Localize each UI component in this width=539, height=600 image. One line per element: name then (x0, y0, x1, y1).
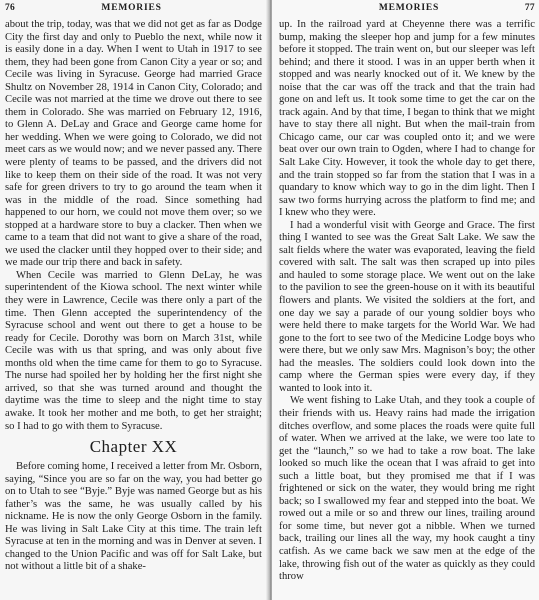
right-paragraph-2: I had a wonderful visit with George and Grace. The first thing I wanted to see was the Great Salt Lake. We saw the salt fields where the water was evaporated, leaving the field covered with salt. The salt was then scraped up into piles and hauled to some storage place. We went out on the lake to the pavilion to see the green-house on it with its beautiful flowers and plants. We visited the soldiers at the fort, and one day we say a parade of our young soldier boys who were held there to make targets for the World War. We had gone to the fort to see two of the Medicine Lodge boys who were there, but we only saw Mrs. Magnison’s boy; the other had the measles. The soldiers could look down into the camp where the German spies were every day, if they wanted to look into it. (279, 219, 535, 394)
right-body-text (279, 19, 535, 584)
right-running-head (279, 3, 535, 15)
right-running-title: MEMORIES (378, 3, 440, 13)
left-page (0, 0, 268, 600)
left-page-number: 76 (5, 3, 16, 13)
left-paragraph-3: Before coming home, I received a letter from Mr. Osborn, saying, “Since you are so far on the way, you had better go on to Utah to see “Byje.” Byje was named George but as his father’s was the same, he was usually called by his nickname. He is now the only George Osborn in the family. He was living in Salt Lake City at this time. The train left Syracuse at ten in the morning and was in Denver at seven. I changed to the Union Pacific and was off for Salt Lake, but not without a little bit of a shake- (5, 461, 262, 573)
left-running-title: MEMORIES (101, 3, 162, 13)
right-paragraph-3: We went fishing to Lake Utah, and they took a couple of their friends with us. Heavy rains had made the irrigation ditches overflow, and some places the roads were quite full of water. When we arrived at the lake, we were too late to get the “launch,” so we had to take a row boat. The lake looked so much like the ocean that I was afraid to get into such a little boat, but they promised me that if I was frightened or sick on the water, they would bring me right back; so I swallowed my fear and stepped into the boat. We rowed out a mile or so and threw our lines, trailing around for some time, but never got a nibble. When we turned back, trailing our lines all the way, my hook caught a tiny catfish. As we came back we saw men at the edge of the lake, throwing fish out of the water as quickly as they could throw (279, 395, 535, 583)
chapter-heading: Chapter XX (89, 437, 178, 457)
left-paragraph-1: about the trip, today, was that we did not get as far as Dodge City the first day and only to Pueblo the next, while now it is easily done in a day. When I went to Utah in 1917 to see them, they had been gone from Canon City a year or so; and Cecile was living in Syracuse. George had married Grace Shultz on November 28, 1914 in Canon City, Colorado; and Cecile was not married at the time we drove out there to see them in Colorado. She was married on February 12, 1916, to Glenn A. DeLay and Grace and George came home for her wedding. When we were going to Colorado, we did not meet cars as we would now; and we never passed any. There were plenty of teams to be passed, and the drivers did not like to keep them on their side of the road. It was not very safe for green drivers to try to go around the team when it was in the middle of the road. Since something had happened to our horn, we could not move them over; so we stopped at a hardware store to buy a clacker. Then when we came to a team that did not want to give a share of the road, we used the clacker until they hopped over to their side; and we made our trip there and back in safety. (5, 19, 262, 269)
left-running-head (5, 3, 262, 15)
right-page (272, 0, 539, 600)
left-paragraph-2: When Cecile was married to Glenn DeLay, he was superintendent of the Kiowa school. The next winter while they were in Lawrence, Cecile was there only a part of the time. Then Glenn accepted the superintendency of the Syracuse school and went out there to get a house to be ready for Cecile. Dorothy was born on March 31st, while Cecile was with us that spring, and was only about five months old when the time came for them to go to Syracuse. The nurse had spoiled her by holding her the first night she arrived, so that she was turned around and thought the daytime was the time to sleep and the night time to stay awake. It took her mother and me both, to get her straight; so I had to go with them to Syracuse. (5, 269, 262, 432)
left-body-text (5, 19, 262, 574)
right-paragraph-1: up. In the railroad yard at Cheyenne there was a terrific bump, making the sleeper hop and jump for a few minutes before it stopped. The train went on, but our sleeper was left behind; and there it stood. I was in an upper berth when it stopped and was nearly knocked out of it. We knew by the noise that the car was off the track and that the train had gone on and left us. It took some time to get the car on the track again. And by that time, I began to think that we might have to stay there all night. But when the mail-train from Chicago came, our car was coupled onto it; and we were beat over our own train to Ogden, where I had to change for Salt Lake City. However, it took the whole day to get there, and the train stopped so far from the station that I was in a quandary to know which way to go in the dim light. Then I saw two forms hurrying across the platform to find me; and I knew who they were. (279, 19, 535, 219)
right-page-number: 77 (524, 3, 535, 13)
